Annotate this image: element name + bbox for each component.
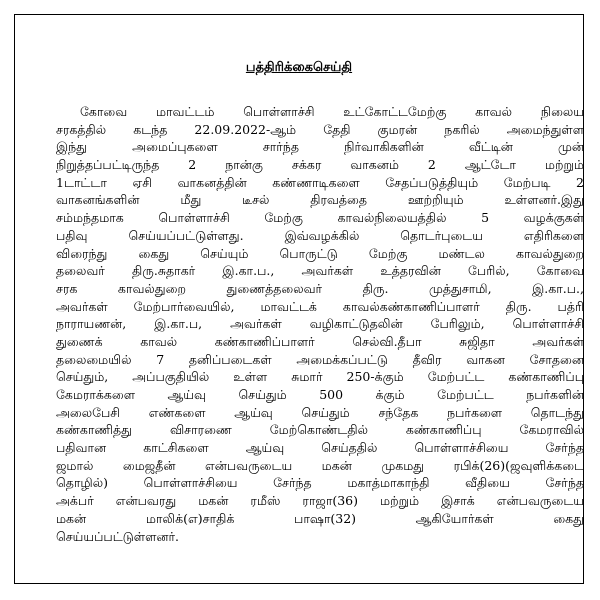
document-body (56, 103, 584, 545)
body-line: தலைமையில் 7 தனிப்படைகள் அமைக்கப்பட்டு தீவிர வாகன சோதனை (56, 351, 584, 367)
body-line: சம்மந்தமாக பொள்ளாச்சி மேற்கு காவல்நிலையத்தில் 5 வழக்குகள் (56, 210, 584, 226)
body-line: இந்து அமைப்புகளை சார்ந்த நிர்வாகிகளின் வீட்டின் முன் (56, 139, 584, 155)
body-line: துணைக் காவல் கண்காணிப்பாளர் செல்வி.தீபா சுஜிதா அவர்கள் (56, 333, 584, 349)
body-line: செய்யப்பட்டுள்ளனர். (56, 528, 179, 544)
body-line: பதிவு செய்யப்பட்டுள்ளது. இவ்வழக்கில் தொடர்புடைய எதிரிகளை (56, 227, 584, 243)
body-line: கண்காணித்து விசாரணை மேற்கொண்டதில் கண்காணிப்பு கேமராவில் (56, 422, 584, 438)
body-line: 1டாட்டா ஏசி வாகனத்தின் கண்ணாடிகளை சேதப்படுத்தியும் மேற்படி 2 (56, 174, 584, 190)
body-line: வாகனங்களின் மீது டீசல் திரவத்தை ஊற்றியும் உள்ளனர்.இது (56, 192, 584, 208)
body-line: தலைவர் திரு.சுதாகர் இ.கா.ப., அவர்கள் உத்தரவின் பேரில், கோவை (56, 263, 584, 279)
body-line: பதிவான காட்சிகளை ஆய்வு செய்ததில் பொள்ளாச்சியை சேர்ந்த (56, 440, 584, 456)
body-line: சரக காவல்துறை துணைத்தலைவர் திரு. முத்துசாமி, இ.கா.ப., (56, 280, 584, 296)
body-line: தொழில்) பொள்ளாச்சியை சேர்ந்த மகாத்மாகாந்தி வீதியை சேர்ந்த (56, 475, 584, 491)
body-line: கோவை மாவட்டம் பொள்ளாச்சி உட்கோட்டமேற்கு காவல் நிலைய (80, 104, 584, 119)
body-line: அலைபேசி எண்களை ஆய்வு செய்தும் சந்தேக நபர்களை தொடந்து (56, 404, 584, 420)
body-line: அவர்கள் மேற்பார்வையில், மாவட்டக் காவல்கண்காணிப்பாளர் திரு. பத்ரி (56, 298, 584, 314)
body-line: அக்பர் என்பவரது மகன் ரமீஸ் ராஜா(36) மற்றும் இசாக் என்பவருடைய (56, 493, 584, 509)
body-line: சரகத்தில் கடந்த 22.09.2022-ஆம் தேதி குமரன் நகரில் அமைந்துள்ள (56, 121, 584, 137)
body-line: கேமராக்களை ஆய்வு செய்தும் 500 க்கும் மேற்பட்ட நபர்களின் (56, 387, 584, 402)
document-page (14, 14, 584, 584)
body-line: நிறுத்தப்பட்டிருந்த 2 நான்கு சக்கர வாகனம் 2 ஆட்டோ மற்றும் (56, 157, 584, 173)
body-line: ஜமால் மைஜதீன் என்பவருடைய மகன் முகமது ரபிக்(26)(ஜவுளிக்கடை (56, 457, 584, 473)
body-line: மகன் மாலிக்(எ)சாதிக் பாஷா(32) ஆகியோர்கள் கைது (56, 510, 584, 526)
body-line: நாராயணன், இ.கா.ப, அவர்கள் வழிகாட்டுதலின் பேரிலும், பொள்ளாச்சி (56, 316, 584, 332)
body-line: விரைந்து கைது செய்யும் பொருட்டு மேற்கு மண்டல காவல்துறை (56, 245, 584, 261)
document-title: பத்திரிக்கைசெய்தி (245, 60, 353, 75)
body-line: செய்தும், அப்பகுதியில் உள்ள சுமார் 250-க்கும் மேற்பட்ட கண்காணிப்பு (56, 369, 584, 385)
